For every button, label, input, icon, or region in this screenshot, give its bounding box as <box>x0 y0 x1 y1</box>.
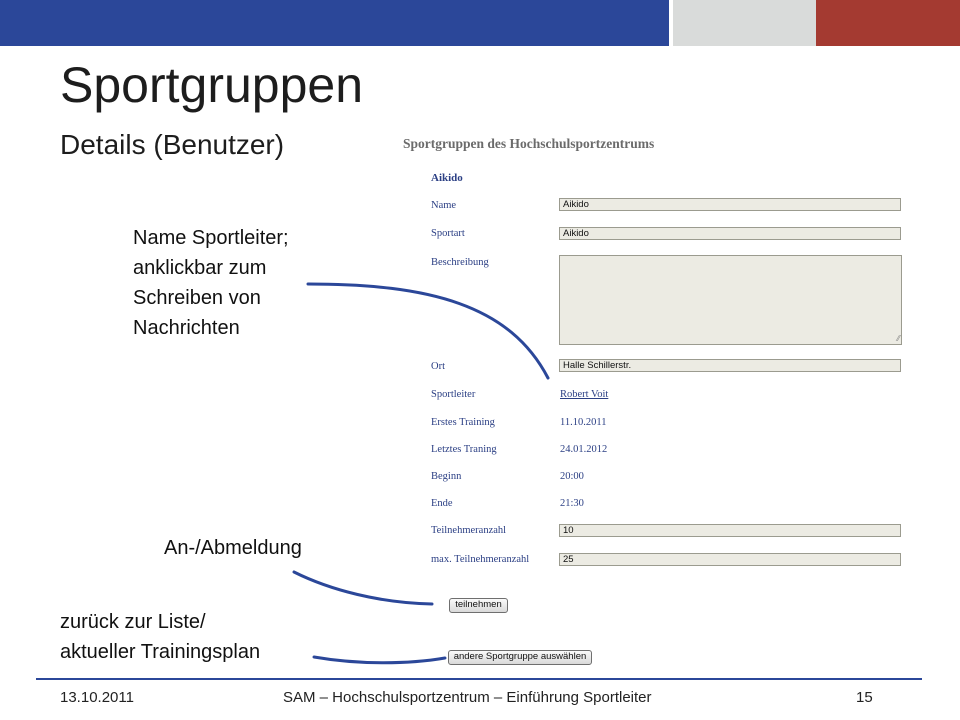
sportart-label: Sportart <box>431 228 465 239</box>
letztes-training-label: Letztes Traning <box>431 444 497 455</box>
anmeldung-annotation: An-/Abmeldung <box>164 537 302 559</box>
group-name: Aikido <box>431 172 463 184</box>
page-number: 15 <box>856 689 873 706</box>
ende-value: 21:30 <box>560 498 584 509</box>
resize-grip-icon[interactable]: ⁄⁄ <box>897 334 900 343</box>
erstes-training-value: 11.10.2011 <box>560 417 607 428</box>
header-bar-blue <box>0 0 669 46</box>
ort-field[interactable]: Halle Schillerstr. <box>559 359 901 372</box>
sportart-field[interactable]: Aikido <box>559 227 901 240</box>
beginn-value: 20:00 <box>560 471 584 482</box>
liste-annotation: zurück zur Liste/ aktueller Trainingsplan <box>60 611 261 663</box>
header-bar-red <box>816 0 960 46</box>
beschreibung-textarea[interactable] <box>559 255 902 345</box>
max-teilnehmeranzahl-field[interactable]: 25 <box>559 553 901 566</box>
slide-title: Sportgruppen <box>60 57 364 113</box>
beginn-label: Beginn <box>431 471 462 482</box>
sportleiter-label: Sportleiter <box>431 389 476 400</box>
teilnehmeranzahl-label: Teilnehmeranzahl <box>431 525 507 536</box>
sportgruppe-detail-screenshot <box>403 136 918 676</box>
beschreibung-label: Beschreibung <box>431 257 489 268</box>
header-bar-gray <box>673 0 816 46</box>
ende-label: Ende <box>431 498 453 509</box>
sportleiter-link[interactable]: Robert Voit <box>560 389 609 400</box>
footer-date: 13.10.2011 <box>60 689 134 706</box>
slide-subtitle: Details (Benutzer) <box>60 129 285 160</box>
footer-divider <box>36 678 922 680</box>
andere-sportgruppe-button[interactable]: andere Sportgruppe auswählen <box>448 650 592 665</box>
panel-title: Sportgruppen des Hochschulsportzentrums <box>403 136 655 151</box>
teilnehmen-button[interactable]: teilnehmen <box>449 598 508 613</box>
erstes-training-label: Erstes Training <box>431 417 495 428</box>
footer-title: SAM – Hochschulsportzentrum – Einführung Sportleiter <box>283 689 652 706</box>
name-label: Name <box>431 200 457 211</box>
sportleiter-annotation: Name Sportleiter; anklickbar zum Schreiben von Nachrichten <box>133 227 289 339</box>
name-field[interactable]: Aikido <box>559 198 901 211</box>
teilnehmeranzahl-field[interactable]: 10 <box>559 524 901 537</box>
ort-label: Ort <box>431 361 445 372</box>
max-teilnehmeranzahl-label: max. Teilnehmeranzahl <box>431 554 530 565</box>
letztes-training-value: 24.01.2012 <box>560 444 608 455</box>
